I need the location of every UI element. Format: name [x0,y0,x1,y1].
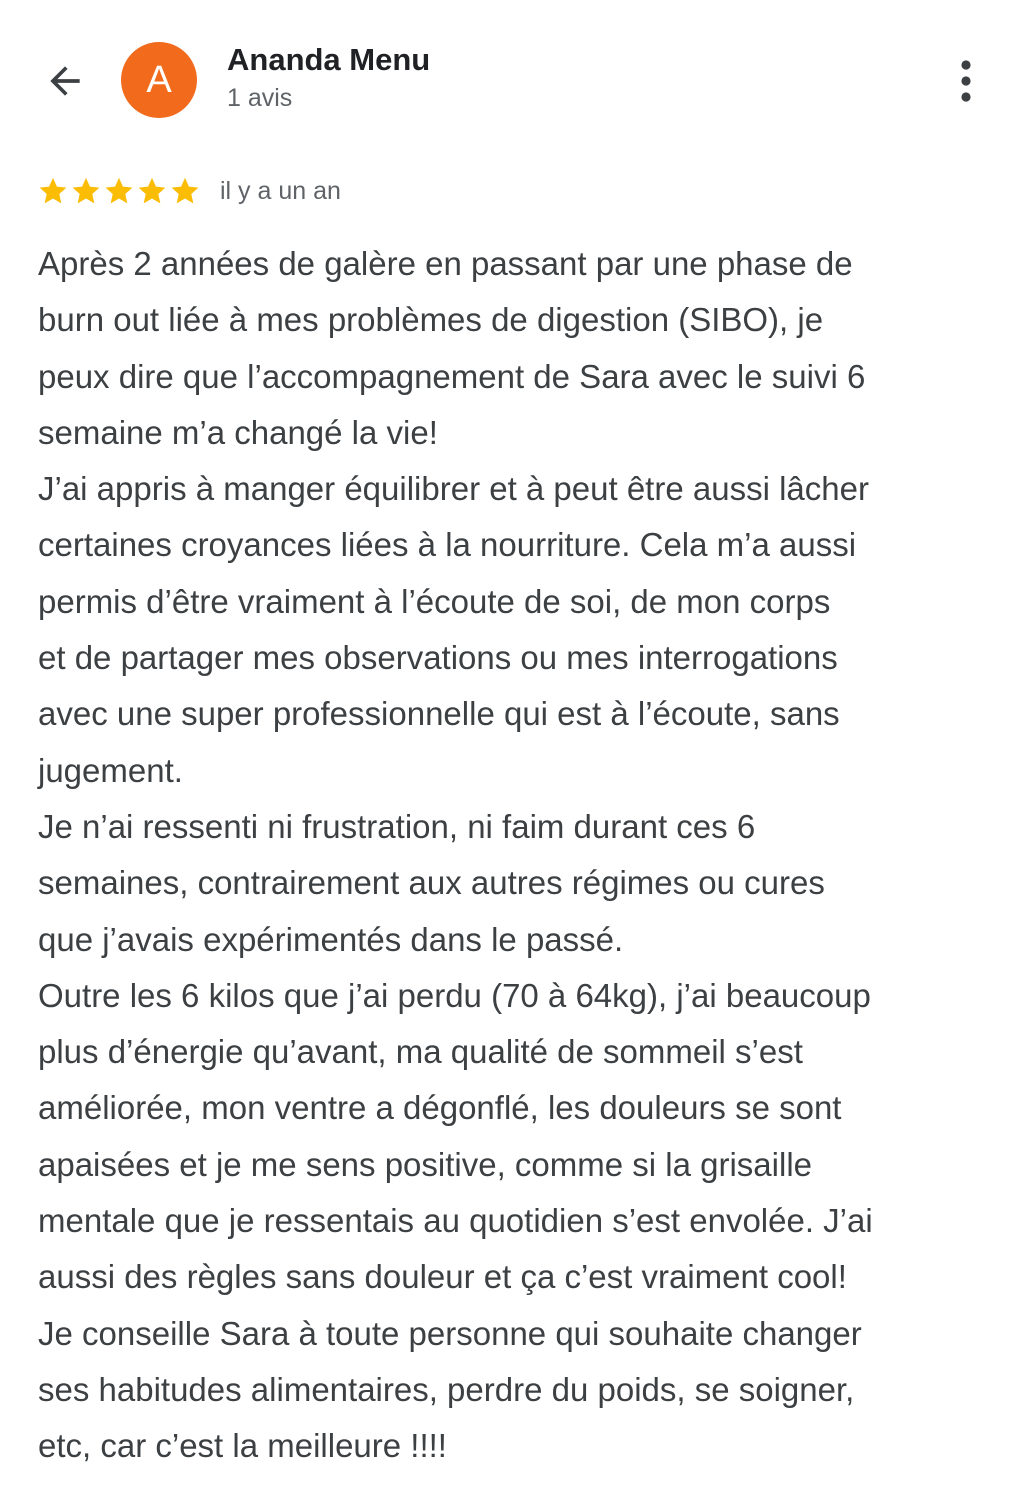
review-line: Après 2 années de galère en passant par une phase de [38,245,853,282]
review-line: améliorée, mon ventre a dégonflé, les douleurs se sont [38,1089,842,1127]
avatar[interactable] [121,42,197,118]
review-line: certaines croyances liées à la nourriture. Cela m’a aussi [38,526,857,564]
review-line: permis d’être vraiment à l’écoute de soi, de mon corps [38,582,831,620]
star-icon [103,175,135,207]
avatar-letter: A [146,58,172,101]
star-icon [37,175,69,207]
star-icon [70,175,102,207]
more-options-button[interactable] [944,54,988,108]
arrow-left-icon [43,59,87,103]
star-icon [169,175,201,207]
review-line: semaine m’a changé la vie! [38,413,438,451]
review-line: burn out liée à mes problèmes de digestion (SIBO), je [38,301,824,339]
review-line: ses habitudes alimentaires, perdre du poids, se soigner, [38,1370,855,1408]
review-line: Je conseille Sara à toute personne qui souhaite changer [38,1314,862,1352]
more-vertical-icon [956,59,976,103]
review-text [38,236,1013,1475]
review-header [0,0,1032,160]
review-line: apaisées et je me sens positive, comme si la grisaille [38,1145,813,1183]
rating-row [37,174,341,208]
review-line: semaines, contrairement aux autres régimes ou cures [38,864,825,902]
review-date: il y a un an [220,176,341,205]
review-line: Outre les 6 kilos que j’ai perdu (70 à 64kg), j’ai beaucoup [38,976,871,1014]
review-line: etc, car c’est la meilleure !!!! [38,1427,447,1465]
review-line: peux dire que l’accompagnement de Sara avec le suivi 6 [38,357,866,395]
review-line: aussi des règles sans douleur et ça c’est vraiment cool! [38,1258,847,1296]
review-line: plus d’énergie qu’avant, ma qualité de sommeil s’est [38,1033,803,1071]
review-line: avec une super professionnelle qui est à l’écoute, sans [38,695,840,733]
review-line: jugement. [38,751,183,789]
review-line: J’ai appris à manger équilibrer et à peut être aussi lâcher [38,470,869,508]
review-line: Je n’ai ressenti ni frustration, ni faim durant ces 6 [38,807,756,845]
star-rating [37,175,202,207]
back-button[interactable] [38,54,92,108]
review-count: 1 avis [227,84,293,112]
user-name[interactable]: Ananda Menu [227,42,431,77]
review-line: et de partager mes observations ou mes interrogations [38,639,838,677]
star-icon [136,175,168,207]
review-line: mentale que je ressentais au quotidien s’est envolée. J’ai [38,1202,873,1240]
review-line: que j’avais expérimentés dans le passé. [38,920,624,958]
